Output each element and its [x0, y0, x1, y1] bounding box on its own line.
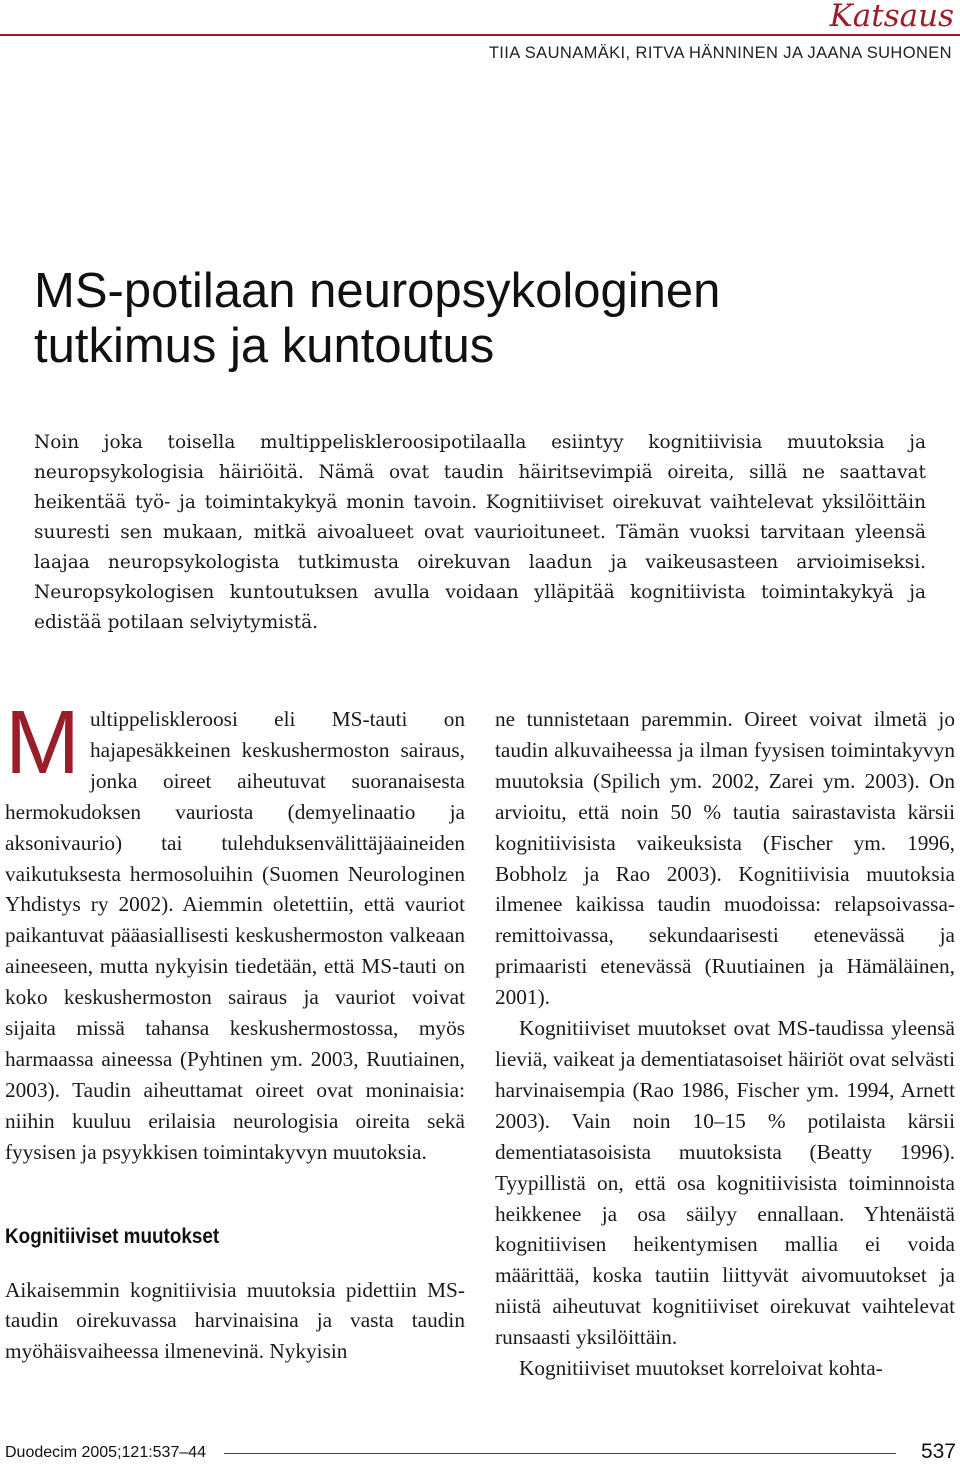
- drop-cap: M: [5, 693, 80, 793]
- intro-paragraph-text: ultippeliskleroosi eli MS-tauti on hajapesäkkeinen keskushermoston sairaus, jonka oireet aiheutuvat suoranaisesta hermokudoksen vauriosta (demyelinaatio ja aksonivaurio) tai tulehduksenvälittäjäaineiden vaikutuksesta hermosoluihin (Suomen Neurologinen Yhdistys ry 2002). Aiemmin oletettiin, että vauriot paikantuvat pääasiallisesti keskushermoston valkeaan aineeseen, mutta nykyisin tiedetään, että MS-tauti on koko keskushermoston sairaus ja vauriot voivat sijaita missä tahansa keskushermostossa, myös harmaassa aineessa (Pyhtinen ym. 2003, Ruutiainen, 2003). Taudin aiheuttamat oireet ovat moninaisia: niihin kuuluu erilaisia neurologisia oireita sekä fyysisen ja psyykkisen toimintakyvyn muutoksia.: [5, 707, 465, 1164]
- section-heading: Kognitiiviset muutokset: [5, 1224, 220, 1248]
- author-list: TIIA SAUNAMÄKI, RITVA HÄNNINEN JA JAANA SUHONEN: [488, 44, 952, 62]
- right-column: [495, 704, 955, 1384]
- article-title: [34, 264, 720, 374]
- article-lead: Noin joka toisella multippeliskleroosipotilaalla esiintyy kognitiivisia muutoksia ja neuropsykologisia häiriöitä. Nämä ovat taudin häiritsevimpiä oireita, sillä ne saattavat heikentää työ- ja toimintakykyä monin tavoin. Kognitiiviset oirekuvat vaihtelevat yksilöittäin suuresti sen mukaan, mitkä aivoalueet ovat vaurioituneet. Tämän vuoksi tarvitaan yleensä laajaa neuropsykologista tutkimusta oirekuvan laadun ja vaikeusasteen arvioimiseksi. Neuropsykologisen kuntoutuksen avulla voidaan ylläpitää kognitiivista toimintakykyä ja edistää potilaan selviytymistä.: [34, 432, 926, 633]
- intro-paragraph: [5, 693, 465, 1168]
- footer-rule: [224, 1453, 896, 1454]
- article-title-line-2: tutkimus ja kuntoutus: [34, 319, 495, 373]
- header-rule: [0, 34, 960, 36]
- journal-citation: Duodecim 2005;121:537–44: [5, 1444, 207, 1461]
- left-column: [5, 693, 465, 1367]
- paragraph: Kognitiiviset muutokset ovat MS-taudissa yleensä lieviä, vaikeat ja dementiatasoiset häiriöt ovat selvästi harvinaisempia (Rao 1986, Fischer ym. 1994, Arnett 2003). Vain noin 10–15 % potilaista kärsii dementiatasoisista muutoksista (Beatty 1996). Tyypillistä on, että osa kognitiivisista toiminnoista heikkenee ja osa säilyy ennallaan. Yhtenäistä kognitiivisen heikentymisen mallia ei voida määrittää, koska tautiin liittyvät aivomuutokset ja niistä aiheutuvat kognitiiviset oirekuvat vaihtelevat runsaasti yksilöittäin.: [495, 1016, 955, 1350]
- paragraph-truncated: Kognitiiviset muutokset korreloivat kohta-: [519, 1356, 883, 1381]
- section-name: Katsaus: [829, 0, 954, 34]
- section-header: [0, 0, 960, 38]
- article-title-line-1: MS-potilaan neuropsykologinen: [34, 264, 721, 318]
- paragraph-continued: ne tunnistetaan paremmin. Oireet voivat ilmetä jo taudin alkuvaiheessa ja ilman fyysisen toimintakyvyn muutoksia (Spilich ym. 2002, Zarei ym. 2003). On arvioitu, että noin 50 % tautia sairastavista kärsii kognitiivisista vaikeuksista (Fischer ym. 1996, Bobholz ja Rao 2003). Kognitiivisia muutoksia ilmenee kaikissa taudin muodoissa: relapsoivassa-remittoivassa, sekundaarisesti etenevässä ja primaaristi etenevässä (Ruutiainen ja Hämäläinen, 2001).: [495, 707, 955, 1010]
- page-number: 537: [920, 1440, 956, 1463]
- section-paragraph: Aikaisemmin kognitiivisia muutoksia pidettiin MS-taudin oirekuvassa harvinaisina ja vasta taudin myöhäisvaiheessa ilmenevinä. Nykyisin: [5, 1277, 465, 1364]
